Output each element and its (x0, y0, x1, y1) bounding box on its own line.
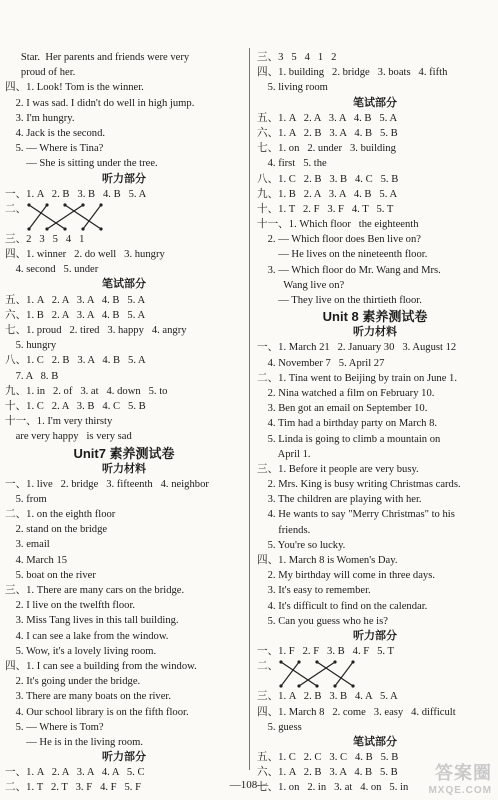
answer-line: 5. boat on the river (5, 569, 96, 581)
answer-line: 一、1. A 2. A 3. A 4. A 5. C (5, 767, 145, 779)
answer-line: 三、1. Before it people are very busy. (257, 463, 419, 475)
answer-line: 五、1. A 2. A 3. A 4. B 5. A (257, 112, 398, 124)
answer-line: 十一、1. I'm very thirsty (5, 416, 113, 428)
question-number: 二、 (5, 203, 27, 215)
answer-line: 三、1. There are many cars on the bridge. (5, 585, 185, 596)
answer-line: 4. It's difficult to find on the calendar. (257, 600, 428, 612)
answer-line: 四、1. winner 2. do well 3. hungry (5, 249, 165, 261)
answer-line: 4. March 15 (5, 554, 68, 566)
answer-line: 4. He wants to say "Merry Christmas" to his (257, 509, 455, 521)
match-line (299, 662, 335, 686)
answer-line: — She is sitting under the tree. (5, 158, 158, 170)
unit-title: Unit7 素养测试卷 (73, 445, 175, 461)
answer-line: 四、1. I can see a building from the window. (5, 660, 197, 672)
answer-line: 三、2 3 5 4 1 (5, 233, 85, 245)
answer-line: 4. second 5. under (5, 264, 99, 276)
answer-line: 5. — Where is Tina? (5, 143, 104, 155)
answer-line: 四、1. building 2. bridge 3. boats 4. fifth (257, 67, 448, 79)
answer-line: 九、1. in 2. of 3. at 4. down 5. to (5, 385, 168, 397)
answer-line: 八、1. C 2. B 3. A 4. B 5. A (5, 355, 146, 367)
matching-lines-icon (275, 659, 375, 689)
watermark-logo (428, 759, 492, 796)
answer-line: 3. email (5, 539, 50, 551)
answer-line: 2. I was sad. I didn't do well in high jump. (5, 97, 195, 109)
answer-line: friends. (257, 524, 311, 536)
answer-line: 4. Our school library is on the fifth floor. (5, 706, 189, 718)
match-line (317, 662, 353, 686)
answer-line: 六、1. A 2. B 3. A 4. B 5. B (257, 127, 398, 139)
answer-line: 4. first 5. the (257, 158, 327, 170)
answer-line: 十、1. T 2. F 3. F 4. T 5. T (257, 203, 394, 215)
unit-title: Unit 8 素养测试卷 (322, 309, 428, 325)
answer-line: 三、1. A 2. B 3. B 4. A 5. A (257, 691, 398, 703)
answer-line: 七、1. on 2. in 3. at 4. on 5. in (257, 782, 409, 794)
answer-line: 7. A 8. B (5, 370, 59, 382)
answer-line: 3. I'm hungry. (5, 112, 75, 124)
answer-line: 四、1. Look! Tom is the winner. (5, 82, 144, 94)
answer-line: 2. Mrs. King is busy writing Christmas cards. (257, 479, 461, 491)
answer-line: 九、1. B 2. A 3. A 4. B 5. A (257, 188, 398, 200)
answer-line: 4. I can see a lake from the window. (5, 630, 169, 642)
section-heading: 听力部分 (102, 751, 146, 764)
answer-line: 2. stand on the bridge (5, 524, 108, 536)
answer-line: 2. — Which floor does Ben live on? (257, 234, 421, 246)
answer-line: proud of her. (5, 67, 76, 79)
page-number: —108— (229, 779, 269, 791)
column-divider (249, 48, 250, 770)
answer-line: 3. Ben got an email on September 10. (257, 403, 428, 415)
answer-line: 5. — Where is Tom? (5, 721, 104, 733)
match-line (65, 205, 101, 229)
answer-line: April 1. (257, 448, 311, 460)
answer-line: 5. guess (257, 721, 302, 733)
answer-line: 5. from (5, 493, 47, 505)
answer-line: 十、1. C 2. A 3. B 4. C 5. B (5, 400, 146, 412)
section-heading: 听力部分 (102, 172, 146, 185)
answer-line: 五、1. A 2. A 3. A 4. B 5. A (5, 294, 146, 306)
answer-line: 3. The children are playing with her. (257, 494, 422, 506)
answer-line: 七、1. on 2. under 3. building (257, 143, 396, 155)
match-line (335, 662, 353, 686)
answer-line: 一、1. live 2. bridge 3. fifteenth 4. neighbor (5, 478, 209, 490)
watermark-url: MXQE.COM (428, 785, 492, 796)
answer-line: — He lives on the nineteenth floor. (257, 249, 428, 261)
matching-lines-icon (23, 202, 123, 232)
section-heading: 听力材料 (353, 326, 397, 339)
answer-line: 3. — Which floor do Mr. Wang and Mrs. (257, 264, 441, 276)
answer-line: 5. Linda is going to climb a mountain on (257, 433, 441, 445)
answer-line: — They live on the thirtieth floor. (257, 295, 422, 306)
section-heading: 听力材料 (102, 462, 146, 475)
answer-line: 一、1. A 2. B 3. B 4. B 5. A (5, 188, 147, 200)
answer-line: are very happy is very sad (5, 431, 132, 443)
answer-line: 2. My birthday will come in three days. (257, 570, 435, 582)
answer-line: 5. Wow, it's a lovely living room. (5, 645, 157, 657)
match-line (29, 205, 65, 229)
answer-line: 四、1. March 8 2. come 3. easy 4. difficult (257, 706, 456, 718)
match-line (47, 205, 83, 229)
answer-line: 5. hungry (5, 340, 57, 352)
match-line (29, 205, 47, 229)
answer-line: 5. You're so lucky. (257, 539, 346, 551)
answer-line: 四、1. March 8 is Women's Day. (257, 555, 398, 566)
section-heading: 笔试部分 (353, 735, 397, 748)
match-line (281, 662, 317, 686)
answer-line: 3. There are many boats on the river. (5, 691, 172, 703)
answer-line: 2. Nina watched a film on February 10. (257, 387, 435, 399)
answer-line: 5. Can you guess who he is? (257, 615, 388, 627)
answer-line: 十一、1. Which floor the eighteenth (257, 219, 419, 231)
answer-line: 八、1. C 2. B 3. B 4. C 5. B (257, 173, 399, 185)
answer-line: 六、1. B 2. A 3. A 4. B 5. A (5, 309, 146, 321)
matching-answer (257, 659, 493, 689)
left-column (5, 50, 243, 796)
answer-line: 二、1. on the eighth floor (5, 509, 116, 521)
section-heading: 笔试部分 (353, 96, 397, 109)
answer-line: 六、1. A 2. B 3. A 4. B 5. B (257, 767, 398, 779)
match-line (83, 205, 101, 229)
section-heading: 笔试部分 (102, 278, 146, 291)
answer-line: 2. It's going under the bridge. (5, 676, 141, 688)
answer-line: 五、1. C 2. C 3. C 4. B 5. B (257, 752, 399, 764)
answer-line: 七、1. proud 2. tired 3. happy 4. angry (5, 325, 187, 336)
answer-line: 5. living room (257, 82, 328, 94)
answer-line: Wang live on? (257, 279, 345, 291)
answer-line: 三、3 5 4 1 2 (257, 52, 337, 63)
answer-line: 3. Miss Tang lives in this tall building. (5, 615, 179, 627)
answer-line: 3. It's easy to remember. (257, 585, 371, 597)
question-number: 二、 (257, 661, 279, 673)
answer-line: 二、1. T 2. T 3. F 4. F 5. F (5, 782, 141, 794)
matching-answer (5, 202, 243, 232)
answer-line: — He is in the living room. (5, 736, 144, 748)
answer-line: 一、1. F 2. F 3. B 4. F 5. T (257, 646, 394, 658)
answer-line: 一、1. March 21 2. January 30 3. August 12 (257, 342, 457, 354)
answer-line: 4. Jack is the second. (5, 127, 106, 139)
answer-line: Star. Her parents and friends were very (5, 52, 190, 63)
right-column (257, 50, 493, 796)
watermark-text: 答案圈 (435, 763, 492, 783)
answer-line: 二、1. Tina went to Beijing by train on June 1. (257, 372, 457, 384)
answer-line: 4. November 7 5. April 27 (257, 357, 385, 369)
answer-line: 4. Tim had a birthday party on March 8. (257, 418, 438, 430)
answer-line: 2. I live on the twelfth floor. (5, 600, 136, 612)
section-heading: 听力部分 (353, 629, 397, 642)
match-line (281, 662, 299, 686)
